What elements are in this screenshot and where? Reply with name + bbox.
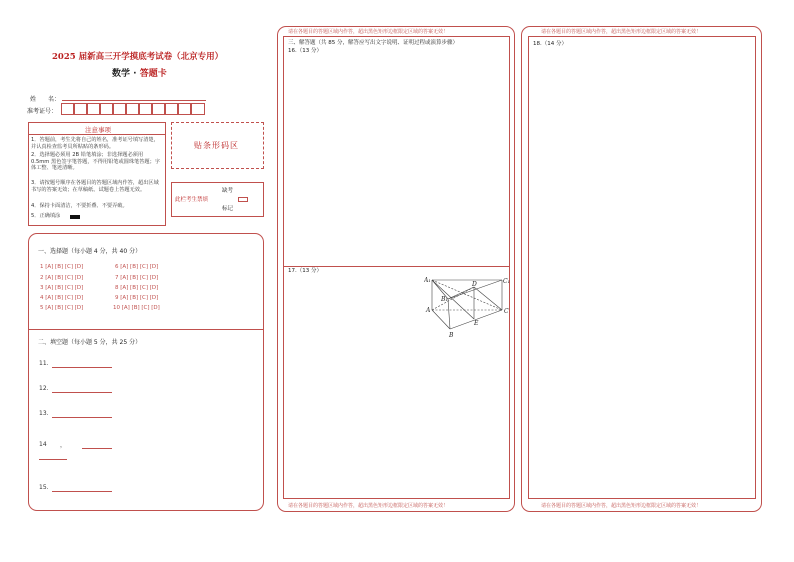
- choice-row-6[interactable]: 6 [A] [B] [C] [D]: [115, 264, 159, 270]
- q15-label: 15.: [39, 484, 49, 491]
- q12-label: 12.: [39, 385, 49, 392]
- label-d: D: [472, 281, 477, 288]
- q11-answer-line[interactable]: [52, 360, 112, 368]
- hidden-edge-a-d: [432, 287, 474, 310]
- q18-label: 18.（14 分）: [533, 41, 567, 47]
- q14-answer-line-2[interactable]: [39, 452, 67, 460]
- choice-row-1[interactable]: 1 [A] [B] [C] [D]: [40, 264, 84, 270]
- exam-title: 2025 届新高三开学摸底考试卷（北京专用）: [52, 52, 224, 62]
- barcode-label: 贴条形码区: [194, 141, 239, 150]
- hidden-edge-a1-c: [432, 280, 502, 310]
- label-b: B: [449, 332, 454, 339]
- q15-answer-line[interactable]: [52, 484, 112, 492]
- q13-answer-line[interactable]: [52, 410, 112, 418]
- absent-bottom: 标记: [222, 206, 234, 212]
- q17-label: 17.（13 分）: [288, 268, 322, 274]
- exam-subtitle: [112, 66, 167, 79]
- choice-row-2[interactable]: 2 [A] [B] [C] [D]: [40, 275, 84, 281]
- ticket-number-boxes[interactable]: [61, 103, 205, 115]
- label-a: A: [426, 307, 431, 314]
- filled-sample-mark: [70, 215, 80, 219]
- edge-b1-b: [448, 299, 450, 329]
- notice-title: 注意事项: [85, 126, 111, 134]
- section-divider: [29, 329, 263, 330]
- choice-row-10[interactable]: 10 [A] [B] [C] [D]: [113, 305, 160, 311]
- edge-a-b: [432, 310, 450, 329]
- name-field[interactable]: [62, 93, 206, 101]
- q11-label: 11.: [39, 360, 49, 367]
- q14-answer-line-1[interactable]: [82, 441, 112, 449]
- section2-title: 二、填空题（每小题 5 分，共 25 分）: [38, 339, 142, 346]
- edge-d-c: [474, 287, 502, 310]
- section3-title: 三、解答题（共 85 分，解答应写出文字说明、证明过程或演算步骤）: [288, 40, 458, 46]
- answer-sheet-label: 答题卡: [139, 69, 167, 79]
- choice-row-5[interactable]: 5 [A] [B] [C] [D]: [40, 305, 84, 311]
- label-c1: C₁: [503, 278, 510, 285]
- q18-area: [528, 36, 756, 499]
- absent-label: 此栏考生禁填: [175, 197, 209, 203]
- notice-item-2: 2．选择题必须用 2B 铅笔填涂；非选择题必须用 0.5mm 黑色签字笔答题，不得用铅笔或圆珠笔答题；字体工整、笔迹清晰。: [31, 152, 160, 172]
- label-b1: B₁: [441, 296, 448, 303]
- q16-area: [283, 36, 510, 267]
- absent-box: [171, 182, 264, 217]
- notice-item-5: 5．正确填涂: [31, 213, 61, 219]
- q14-separator: ，: [60, 442, 67, 449]
- absent-top: 缺考: [222, 188, 234, 194]
- edge-a1-e: [432, 280, 474, 319]
- q16-label: 16.（13 分）: [288, 48, 322, 54]
- subject-label: 数学 ·: [112, 69, 140, 79]
- q12-answer-line[interactable]: [52, 385, 112, 393]
- notice-item-1: 1．答题前，考生先将自己的姓名，准考证号填写清楚，并认真检查监考员所粘贴的条形码。: [31, 137, 159, 150]
- prism-figure: [424, 274, 514, 340]
- choice-row-9[interactable]: 9 [A] [B] [C] [D]: [115, 295, 159, 301]
- choice-row-8[interactable]: 8 [A] [B] [C] [D]: [115, 285, 159, 291]
- col3-warning-bottom: 请在各题目的答题区域内作答，超出黑色矩形边框限定区域的答案无效！: [541, 503, 702, 509]
- col2-warning-top: 请在各题目的答题区域内作答，超出黑色矩形边框限定区域的答案无效！: [288, 29, 449, 35]
- label-c: C: [504, 308, 509, 315]
- q13-label: 13.: [39, 410, 49, 417]
- absent-mark-box[interactable]: [238, 197, 248, 202]
- section1-title: 一、选择题（每小题 4 分，共 40 分）: [38, 248, 142, 255]
- barcode-area: [171, 122, 264, 169]
- col3-warning-top: 请在各题目的答题区域内作答，超出黑色矩形边框限定区域的答案无效！: [541, 29, 702, 35]
- label-e: E: [474, 320, 479, 327]
- notice-item-3: 3．请按题号顺序在各题目的答题区域内作答，超出区域书写的答案无效；在草稿纸、试题卷上答题无效。: [31, 180, 159, 193]
- ticket-label: 准考证号：: [27, 108, 58, 115]
- choice-row-4[interactable]: 4 [A] [B] [C] [D]: [40, 295, 84, 301]
- q14-label: 14: [39, 441, 47, 448]
- col2-warning-bottom: 请在各题目的答题区域内作答，超出黑色矩形边框限定区域的答案无效！: [288, 503, 449, 509]
- name-label: 姓 名：: [30, 96, 61, 103]
- choice-row-3[interactable]: 3 [A] [B] [C] [D]: [40, 285, 84, 291]
- notice-item-4: 4．保持卡面清洁，不要折叠、不要弄破。: [31, 203, 128, 209]
- label-a1: A₁: [424, 277, 431, 284]
- choice-row-7[interactable]: 7 [A] [B] [C] [D]: [115, 275, 159, 281]
